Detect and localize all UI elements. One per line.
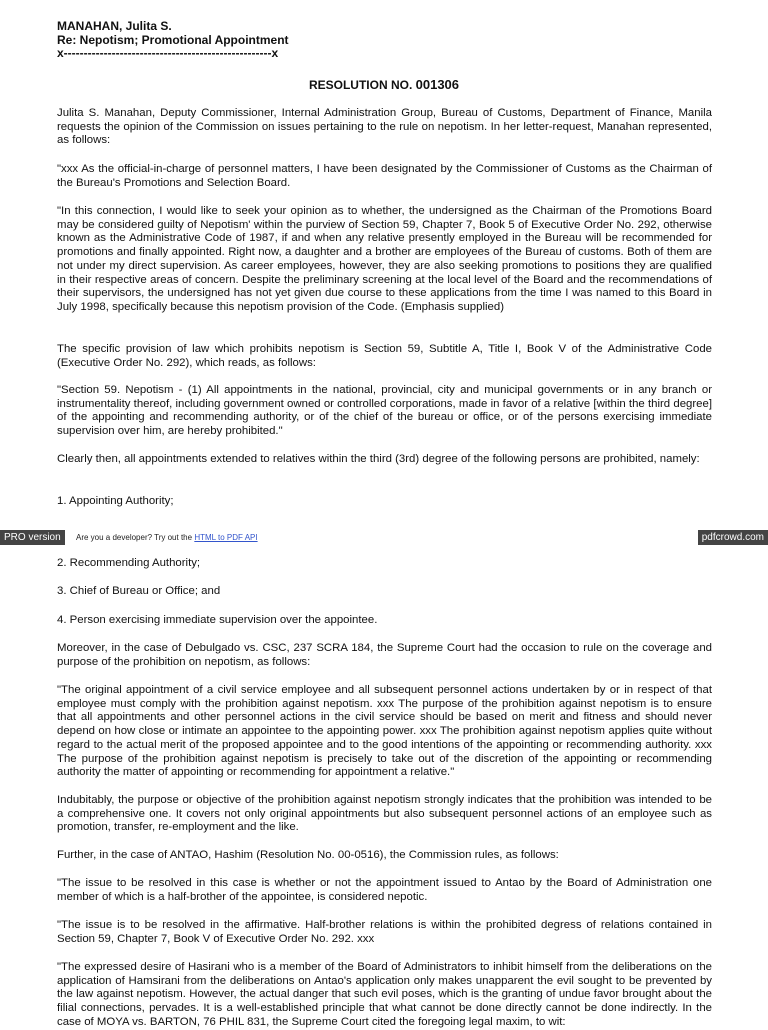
html-to-pdf-link[interactable]: HTML to PDF API: [194, 533, 258, 542]
list-item: 3. Chief of Bureau or Office; and: [57, 585, 221, 597]
paragraph: Clearly then, all appointments extended to relatives within the third (3rd) degree of the following persons are prohibited, namely:: [57, 453, 700, 465]
developer-text: Are you a developer? Try out the: [76, 533, 193, 542]
list-item: 4. Person exercising immediate supervision over the appointee.: [57, 614, 378, 626]
paragraph: Indubitably, the purpose or objective of the prohibition against nepotism strongly indicates that the prohibition was intended to be a comprehensive one. It covers not only original appointments but also subsequent personnel actions of an employee such as promotion, transfer, re-employment and the like.: [57, 794, 712, 834]
addressee-name: MANAHAN, Julita S.: [57, 19, 172, 33]
list-item: 2. Recommending Authority;: [57, 557, 201, 569]
paragraph: "Section 59. Nepotism - (1) All appointments in the national, provincial, city and municipal governments or in any branch or instrumentality thereof, including government owned or controlled corporations, made in favor of a relative [within the third degree] of the appointing and recommending authority, or of the chief of the bureau or office, or of the persons exercising immediate supervision over him, are hereby prohibited.": [57, 384, 712, 438]
paragraph: "In this connection, I would like to seek your opinion as to whether, the undersigned as the Chairman of the Promotions Board may be considered guilty of Nepotism' within the purview of Section 59, Chapter 7, Book 5 of Executive Order No. 292, otherwise known as the Administrative Code of 1987, if and when any relative presently employed in the Bureau will be recommended for promotions and finally appointed. Right now, a daughter and a brother are employees of the Bureau of customs. Both of them are not under my direct supervision. As career employees, however, they are also seeking promotions to positions they are qualified in their respective areas of concern. Despite the preliminary screening at the local level of the Board and the recommendations of their supervisors, the undersigned has not yet given due course to these applications from the time I was named to this Board in July 1998, specifically because this nepotism provision of the Code. (Emphasis supplied): [57, 205, 712, 313]
paragraph: Moreover, in the case of Debulgado vs. CSC, 237 SCRA 184, the Supreme Court had the occasion to rule on the coverage and purpose of the prohibition on nepotism, as follows:: [57, 642, 712, 668]
paragraph: "xxx As the official-in-charge of personnel matters, I have been designated by the Commissioner of Customs as the Chairman of the Bureau's Promotions and Selection Board.: [57, 163, 712, 189]
resolution-number: 001306: [415, 77, 460, 92]
paragraph: "The expressed desire of Hasirani who is a member of the Board of Administrators to inhibit himself from the deliberations on the application of Hamsirani from the deliberations on Antao's application only makes unapparent the evil sought to be prevented by the law against nepotism. However, the actual danger that such evil poses, which is the granting of undue favor brought about the filial connections, pervades. It is a well-established principle that what cannot be done directly cannot be done indirectly. In the case of MOYA vs. BARTON, 76 PHIL 831, the Supreme Court cited the foregoing legal maxim, to wit:: [57, 961, 712, 1028]
document-header: [57, 20, 712, 61]
paragraph: The specific provision of law which prohibits nepotism is Section 59, Subtitle A, Title I, Book V of the Administrative Code (Executive Order No. 292), which reads, as follows:: [57, 343, 712, 369]
paragraph: "The original appointment of a civil service employee and all subsequent personnel actions undertaken by or in respect of that employee must comply with the prohibition against nepotism. xxx The purpose of the prohibition against nepotism is to ensure that all appointments and other personnel actions in the civil service should be based on merit and fitness and should never depend on how close or intimate an appointee to the appointing power. xxx The prohibition against nepotism applies quite without regard to the actual merit of the proposed appointee and to the good intentions of the appointing or recommending authority. xxx The purpose of the prohibition against nepotism is precisely to take out of the discretion of the appointing or recommending authority the matter of appointing or recommending for appointment a relative.": [57, 684, 712, 779]
list-item: 1. Appointing Authority;: [57, 495, 174, 507]
developer-note: [76, 530, 258, 545]
paragraph: Further, in the case of ANTAO, Hashim (Resolution No. 00-0516), the Commission rules, as follows:: [57, 849, 559, 861]
resolution-label: RESOLUTION NO.: [308, 78, 413, 92]
resolution-title: [0, 77, 768, 92]
paragraph: "The issue to be resolved in this case is whether or not the appointment issued to Antao by the Board of Administration one member of which is a half-brother of the appointee, is considered nepotic.: [57, 877, 712, 903]
subject-line: Re: Nepotism; Promotional Appointment: [57, 32, 289, 47]
paragraph: Julita S. Manahan, Deputy Commissioner, Internal Administration Group, Bureau of Customs, Department of Finance, Manila requests the opinion of the Commission on issues pertaining to the rule on nepotism. In her letter-request, Manahan represented, as follows:: [57, 107, 712, 147]
header-separator: x----------------------------------------------------x: [57, 46, 279, 60]
pdfcrowd-brand-link[interactable]: pdfcrowd.com: [698, 530, 768, 545]
paragraph: "The issue is to be resolved in the affirmative. Half-brother relations is within the prohibited degress of relations contained in Section 59, Chapter 7, Book V of Executive Order No. 292. xxx: [57, 919, 712, 945]
pdf-promo-bar: [0, 530, 768, 545]
pro-version-badge[interactable]: PRO version: [0, 530, 65, 545]
